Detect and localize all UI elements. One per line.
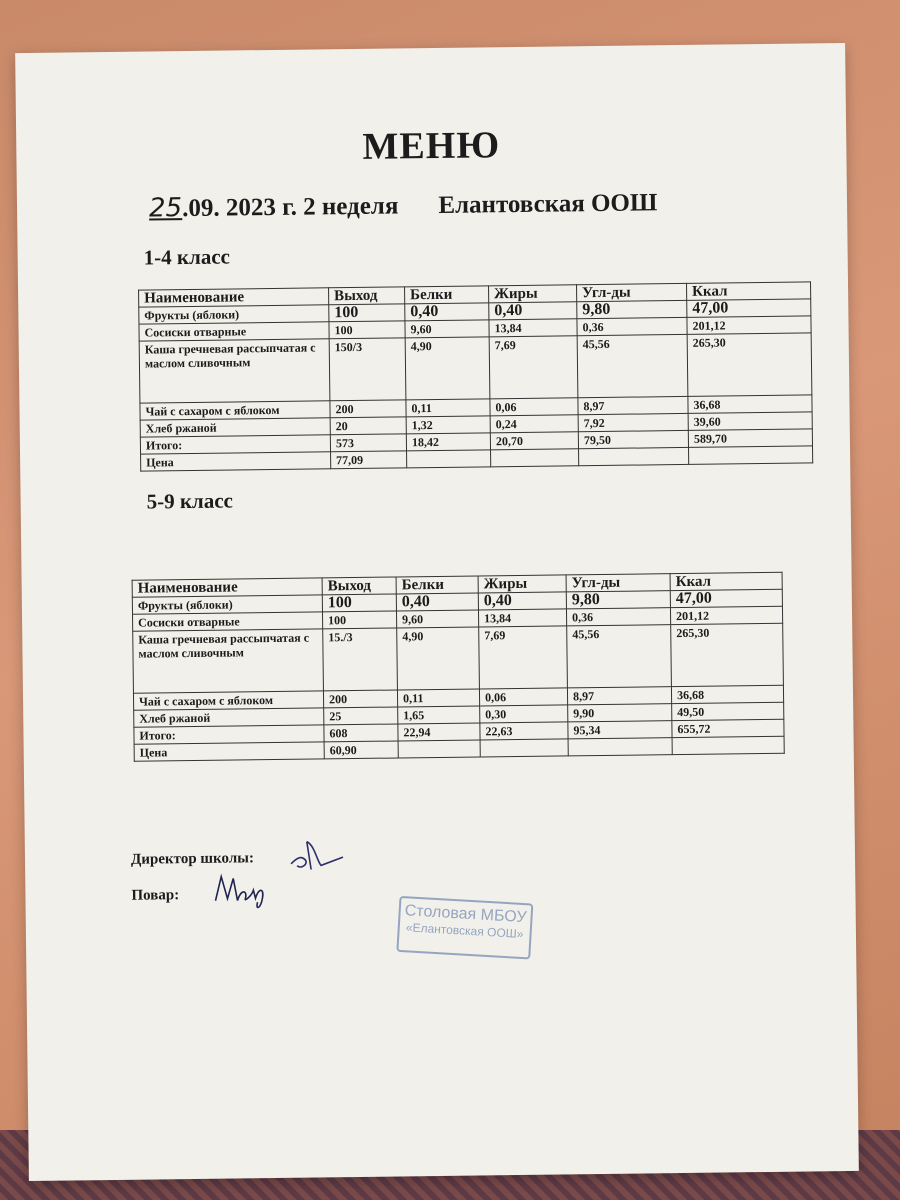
director-signature: [287, 835, 357, 876]
table-cell: 22,94: [398, 723, 480, 741]
table-cell: 18,42: [406, 433, 490, 451]
table-cell: 0,36: [566, 608, 670, 626]
table-cell: 9,60: [396, 610, 478, 628]
table-cell: 13,84: [489, 319, 577, 337]
table-cell: 0,06: [479, 688, 567, 706]
stamp-line-1: Столовая МБОУ: [404, 902, 527, 927]
table-cell: 36,68: [688, 395, 812, 414]
table-cell: 15./3: [323, 628, 398, 691]
canteen-stamp: [396, 896, 533, 960]
table-cell: 13,84: [478, 609, 566, 627]
table-cell: 0,06: [490, 398, 578, 416]
table-cell: 0,40: [489, 302, 577, 320]
header-cell: Ккал: [670, 572, 782, 590]
table-cell: 0,30: [480, 705, 568, 723]
menu-table-1-4: [138, 281, 813, 471]
table-cell: 100: [322, 594, 396, 612]
table-cell: 200: [323, 690, 397, 708]
header-cell: Угл-ды: [577, 283, 687, 301]
table-cell: 4,90: [405, 337, 490, 400]
header-cell: Белки: [405, 286, 489, 304]
table-cell: Итого:: [140, 435, 330, 454]
table-cell: 200: [330, 400, 406, 418]
table-cell: 47,00: [670, 589, 782, 607]
table-cell: 0,24: [490, 415, 578, 433]
table-cell: Хлеб ржаной: [134, 708, 324, 727]
table-cell: [480, 739, 568, 757]
table-cell: 20,70: [490, 432, 578, 450]
table-cell: Чай с сахаром с яблоком: [140, 401, 330, 420]
header-cell: Белки: [396, 576, 478, 594]
table-cell: Фрукты (яблоки): [132, 595, 322, 614]
class-label-1-4: 1-4 класс: [143, 244, 231, 270]
table-cell: 655,72: [672, 719, 784, 737]
table-cell: Итого:: [134, 725, 324, 744]
table-cell: 7,69: [489, 336, 578, 399]
table-cell: 1,65: [398, 706, 480, 724]
table-cell: [407, 450, 491, 468]
table-cell: [491, 449, 579, 467]
table-cell: 8,97: [567, 687, 671, 705]
table-cell: 0,40: [396, 593, 478, 611]
table-cell: 45,56: [577, 334, 688, 397]
table-cell: 265,30: [671, 623, 784, 686]
table-cell: 100: [329, 321, 405, 339]
header-cell: Наименование: [139, 288, 329, 307]
table-cell: [568, 738, 672, 756]
table-cell: 95,34: [568, 721, 672, 739]
header-cell: Выход: [329, 287, 405, 305]
table-cell: Фрукты (яблоки): [139, 305, 329, 324]
table-cell: 265,30: [687, 333, 812, 397]
table-cell: 0,11: [406, 399, 490, 417]
header-cell: Ккал: [687, 282, 811, 301]
table-cell: 8,97: [578, 396, 688, 414]
table-cell: 20: [330, 417, 406, 435]
table-cell: 608: [324, 724, 398, 742]
table-cell: Чай с сахаром с яблоком: [133, 691, 323, 710]
director-label: Директор школы:: [130, 850, 254, 868]
table-cell: [398, 740, 480, 758]
table-cell: 0,36: [577, 317, 687, 335]
table-cell: 0,11: [397, 689, 479, 707]
header-cell: Жиры: [478, 575, 566, 593]
table-cell: 0,40: [405, 303, 489, 321]
table-row: [133, 623, 784, 693]
table-cell: 7,69: [479, 626, 568, 689]
menu-title: МЕНЮ: [362, 124, 501, 168]
school-name: Елантовская ООШ: [438, 189, 658, 219]
table-cell: 77,09: [331, 451, 407, 469]
table-cell: 1,32: [406, 416, 490, 434]
table-cell: 49,50: [672, 702, 784, 720]
table-cell: 9,60: [405, 320, 489, 338]
table-cell: 100: [329, 304, 405, 322]
table-cell: 36,68: [671, 685, 783, 703]
table-cell: 201,12: [670, 606, 782, 624]
table-cell: [689, 446, 813, 465]
table-cell: 589,70: [688, 429, 812, 448]
table-cell: 47,00: [687, 299, 811, 318]
table-cell: Сосиски отварные: [139, 322, 329, 341]
table-cell: 79,50: [578, 430, 688, 448]
table-cell: 150/3: [329, 338, 406, 401]
table-cell: 45,56: [567, 625, 672, 688]
table-cell: 60,90: [324, 741, 398, 759]
header-cell: Выход: [322, 577, 396, 595]
header-cell: Наименование: [132, 578, 322, 597]
table-cell: Цена: [141, 452, 331, 471]
table-cell: 4,90: [397, 627, 480, 690]
table-cell: Хлеб ржаной: [140, 418, 330, 437]
header-cell: Угл-ды: [566, 574, 670, 592]
table-cell: 9,80: [566, 591, 670, 609]
table-cell: Сосиски отварные: [133, 612, 323, 631]
table-cell: 39,60: [688, 412, 812, 431]
date-line: [149, 187, 658, 223]
menu-sheet: [15, 43, 859, 1181]
table-cell: 201,12: [687, 316, 811, 335]
table-cell: 9,80: [577, 300, 687, 318]
table-cell: Каша гречневая рассыпчатая с маслом сливочным: [139, 339, 330, 403]
table-cell: [579, 447, 689, 465]
table-cell: 573: [330, 434, 406, 452]
handwritten-day: 25: [148, 193, 183, 224]
table-cell: 100: [322, 611, 396, 629]
cook-label: Повар:: [131, 887, 180, 904]
menu-table-5-9: [132, 572, 785, 762]
date-text: .09. 2023 г. 2 неделя: [181, 192, 399, 223]
table-cell: 0,40: [478, 592, 566, 610]
table-cell: Цена: [134, 742, 324, 761]
class-label-5-9: 5-9 класс: [146, 488, 234, 514]
cook-signature: [211, 868, 282, 913]
table-cell: [672, 736, 784, 754]
header-cell: Жиры: [489, 285, 577, 303]
table-cell: 7,92: [578, 413, 688, 431]
table-cell: 9,90: [568, 704, 672, 722]
table-cell: 25: [324, 707, 398, 725]
table-row: [139, 333, 812, 403]
table-cell: Каша гречневая рассыпчатая с маслом сливочным: [133, 629, 324, 693]
stamp-line-2: «Елантовская ООШ»: [405, 920, 524, 942]
table-cell: 22,63: [480, 722, 568, 740]
